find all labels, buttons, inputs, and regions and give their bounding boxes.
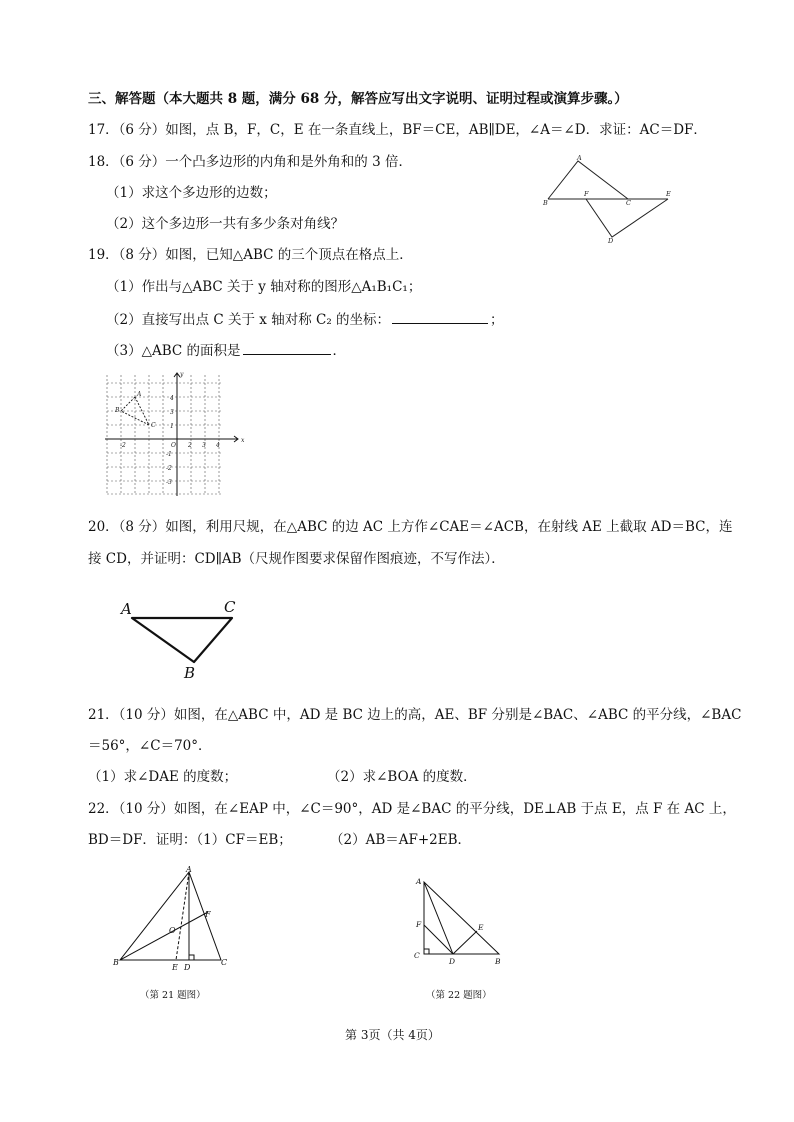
answer-blank-area[interactable]	[243, 341, 331, 355]
section-title: 三、解答题（本大题共 8 题，满分 68 分，解答应写出文字说明、证明过程或演算步骤。）	[88, 91, 628, 107]
fig22-label-F: F	[416, 920, 422, 929]
figure-21-triangle	[112, 866, 236, 974]
fig17-label-D: D	[608, 237, 614, 245]
fig21-label-E: E	[172, 963, 178, 972]
fig19-point-C: C	[151, 422, 156, 429]
fig17-label-B: B	[543, 199, 548, 207]
question-22-line2a: BD＝DF．证明：（1）CF＝EB；	[88, 832, 292, 848]
figure-21-caption: （第 21 题图）	[140, 990, 206, 1001]
fig19-xtick-m2: -2	[120, 442, 126, 449]
question-19-stem: 19．（8 分）如图，已知△ABC 的三个顶点在格点上．	[88, 247, 413, 263]
question-19-part2-end: ；	[490, 312, 504, 328]
figure-17-triangles	[540, 155, 680, 245]
question-18-part2: （2）这个多边形一共有多少条对角线？	[106, 216, 345, 232]
question-20-line1: 20．（8 分）如图，利用尺规，在△ABC 的边 AC 上方作∠CAE＝∠ACB，在射线 AE 上截取 AD＝BC，连	[88, 519, 733, 535]
fig19-xtick-3: 3	[202, 442, 206, 449]
fig19-ytick-4: 4	[170, 395, 174, 402]
fig21-label-B: B	[113, 958, 119, 967]
figure-20-triangle	[118, 598, 248, 680]
question-18-part1: （1）求这个多边形的边数；	[106, 185, 277, 201]
fig20-label-C: C	[224, 598, 236, 616]
fig20-label-A: A	[121, 600, 132, 618]
question-19-part1: （1）作出与△ABC 关于 y 轴对称的图形△A₁B₁C₁；	[106, 279, 422, 295]
question-19-part3	[106, 341, 346, 360]
figure-19-grid	[100, 370, 250, 498]
fig19-point-B: B	[115, 407, 120, 414]
question-20-line2: 接 CD，并证明：CD∥AB（尺规作图要求保留作图痕迹，不写作法）．	[88, 551, 505, 567]
question-21-part1: （1）求∠DAE 的度数；	[88, 769, 238, 785]
fig19-xtick-4: 4	[216, 442, 220, 449]
question-18-stem: 18．（6 分）一个凸多边形的内角和是外角和的 3 倍．	[88, 154, 412, 170]
fig21-label-D: D	[184, 963, 191, 972]
fig19-ytick-3: 3	[170, 409, 174, 416]
page-footer: 第 3页（共 4页）	[345, 1028, 440, 1042]
question-19-part2	[106, 310, 504, 329]
fig22-label-C: C	[414, 951, 420, 960]
fig19-ytick-1: 1	[170, 423, 174, 430]
question-21-line2: ＝56°，∠C＝70°．	[88, 738, 212, 754]
fig17-label-F: F	[584, 190, 589, 198]
fig17-label-C: C	[626, 199, 631, 207]
fig19-ytick-m1: -1	[166, 451, 172, 458]
fig19-xtick-2: 2	[188, 442, 192, 449]
figure-22-caption: （第 22 题图）	[426, 990, 492, 1001]
fig19-ytick-m2: -2	[166, 465, 172, 472]
fig21-label-F: F	[205, 910, 211, 919]
question-22-line2b: （2）AB＝AF+2EB．	[330, 832, 472, 848]
fig19-ytick-m3: -3	[166, 479, 172, 486]
fig19-axis-x: x	[241, 437, 245, 444]
fig22-label-D: D	[449, 957, 456, 966]
question-21-line1: 21．（10 分）如图，在△ABC 中，AD 是 BC 边上的高，AE、BF 分别是∠BAC、∠ABC 的平分线，∠BAC	[88, 707, 742, 723]
fig17-label-A: A	[577, 154, 582, 162]
fig19-origin: O	[171, 442, 176, 449]
question-17: 17．（6 分）如图，点 B，F，C，E 在一条直线上，BF＝CE，AB∥DE，∠A＝∠D．求证：AC＝DF．	[88, 122, 707, 138]
fig19-point-A: A	[137, 391, 142, 398]
fig21-label-C: C	[221, 958, 228, 967]
fig17-label-E: E	[666, 190, 671, 198]
question-21-part2: （2）求∠BOA 的度数．	[327, 769, 477, 785]
fig20-label-B: B	[184, 664, 196, 682]
fig22-label-B: B	[495, 957, 501, 966]
question-19-part2-text: （2）直接写出点 C 关于 x 轴对称 C₂ 的坐标：	[106, 312, 391, 328]
figure-22-triangle	[408, 872, 508, 967]
fig22-label-E: E	[478, 923, 484, 932]
question-22-line1: 22．（10 分）如图，在∠EAP 中，∠C＝90°，AD 是∠BAC 的平分线，DE⊥AB 于点 E，点 F 在 AC 上，	[88, 801, 736, 817]
fig22-label-A: A	[416, 877, 422, 886]
question-19-part3-text: （3）△ABC 的面积是	[106, 343, 241, 359]
fig21-label-A: A	[186, 865, 192, 874]
answer-blank-c2[interactable]	[392, 310, 488, 324]
question-19-part3-end: ．	[332, 343, 347, 359]
fig21-label-O: O	[169, 926, 176, 935]
fig19-axis-y: y	[180, 371, 184, 378]
